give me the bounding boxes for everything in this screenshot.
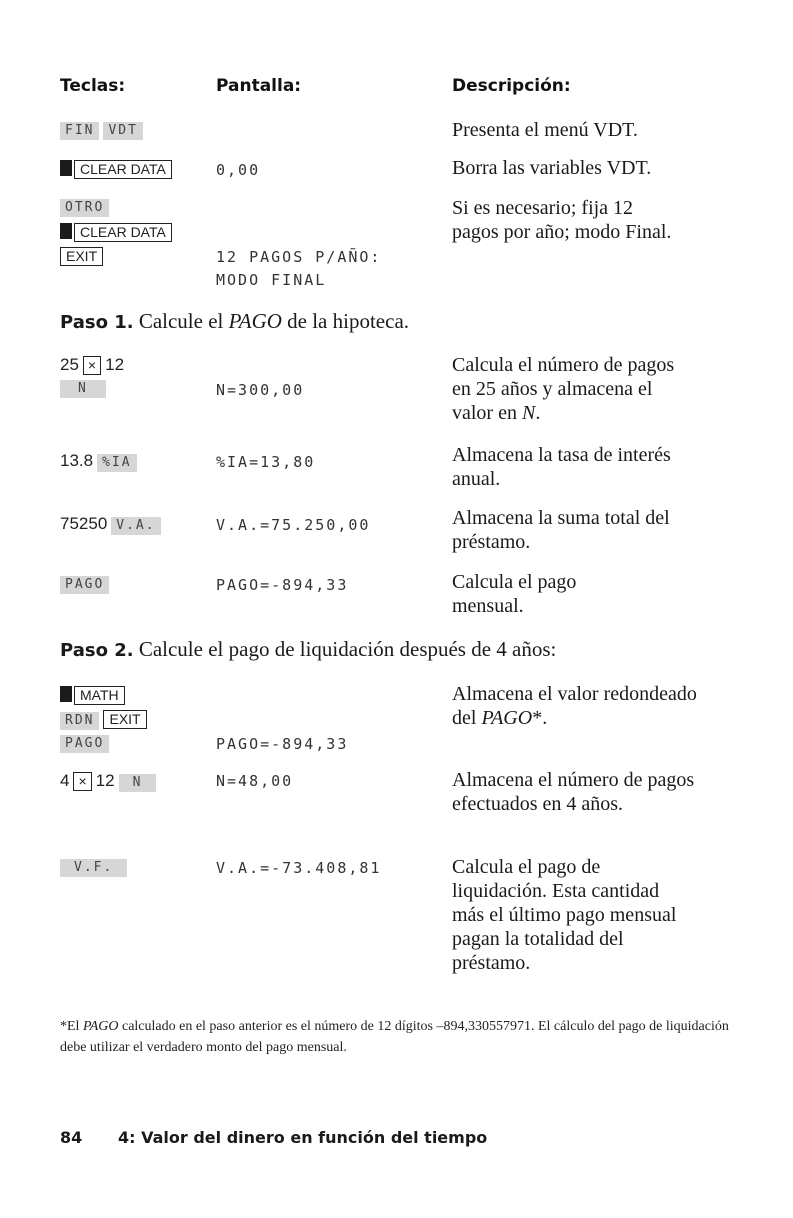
step1-text-after: de la hipoteca.: [287, 309, 410, 333]
step1-row1-lcd: N=300,00: [216, 381, 305, 399]
input-13-8: 13.8: [60, 451, 94, 470]
intro-row1-desc: Presenta el menú VDT.: [452, 119, 638, 141]
step2-row1-desc-text: Almacena el valor redondeado del: [452, 683, 697, 729]
step1-row1-desc-text: Calcula el número de pagos en 25 años y almacena el valor en: [452, 354, 675, 424]
step2-heading: [60, 637, 556, 662]
softkey-ia[interactable]: %IA: [97, 454, 136, 472]
multiply-key[interactable]: ×: [83, 356, 101, 375]
intro-row4-keys: [60, 223, 172, 242]
step1-italic: PAGO: [228, 309, 282, 333]
step1-row4-keys: [60, 575, 109, 594]
step1-heading: [60, 309, 409, 334]
step1-row4-desc: Calcula el pago mensual.: [452, 571, 577, 617]
header-description: Descripción:: [452, 76, 571, 96]
shift-key-icon: [60, 686, 72, 702]
shift-key-icon: [60, 160, 72, 176]
chapter-title: 4: Valor del dinero en función del tiempo: [118, 1128, 488, 1147]
intro-row3-keys: [60, 198, 109, 217]
multiply-key-2[interactable]: ×: [73, 772, 91, 791]
step1-row3-desc: Almacena la suma total del préstamo.: [452, 507, 670, 553]
step1-row4-lcd: PAGO=-894,33: [216, 576, 349, 594]
softkey-n[interactable]: N: [60, 380, 106, 398]
intro-row2-lcd: 0,00: [216, 161, 261, 179]
step2-row4-keys: [60, 771, 156, 792]
softkey-n-2[interactable]: N: [119, 774, 157, 792]
step1-row3-lcd: V.A.=75.250,00: [216, 516, 371, 534]
shift-key-icon: [60, 223, 72, 239]
softkey-pago[interactable]: PAGO: [60, 576, 109, 594]
intro-row5-lcd1: 12 PAGOS P/AÑO:: [216, 248, 382, 266]
intro-row2-desc: Borra las variables VDT.: [452, 157, 652, 179]
input-12: 12: [105, 355, 125, 374]
step2-row4-desc: Almacena el número de pagos efectuados en 4 años.: [452, 769, 695, 815]
step2-row1-desc-em: PAGO: [481, 707, 533, 729]
exit-key[interactable]: EXIT: [60, 247, 103, 266]
softkey-fin[interactable]: FIN: [60, 122, 99, 140]
step1-row3-keys: [60, 514, 161, 535]
footnote-em: PAGO: [82, 1019, 119, 1034]
softkey-vf[interactable]: V.F.: [60, 859, 127, 877]
footnote: [60, 1016, 740, 1058]
softkey-va[interactable]: V.A.: [111, 517, 160, 535]
softkey-rdn[interactable]: RDN: [60, 712, 99, 730]
step1-row1-softkey-wrap: [60, 379, 106, 398]
header-keys: Teclas:: [60, 76, 126, 96]
step2-row5-desc: Calcula el pago de liquidación. Esta cantidad más el último pago mensual pagan la totalidad del préstamo.: [452, 856, 677, 974]
softkey-otro[interactable]: OTRO: [60, 199, 109, 217]
intro-row2-keys: [60, 160, 172, 179]
math-key[interactable]: MATH: [74, 686, 125, 705]
intro-row1-keys: [60, 121, 143, 140]
step1-label: Paso 1.: [60, 312, 134, 333]
step2-label: Paso 2.: [60, 640, 134, 661]
softkey-vdt[interactable]: VDT: [103, 122, 142, 140]
step2-row3-keys: [60, 734, 109, 753]
step2-row3-lcd: PAGO=-894,33: [216, 735, 349, 753]
step2-row1-desc-tail: *.: [532, 707, 548, 729]
step1-row1-keys: [60, 355, 124, 375]
input-12-2: 12: [95, 771, 115, 790]
step2-row2-keys: [60, 710, 147, 730]
step2-row5-keys: [60, 858, 127, 877]
clear-data-key[interactable]: CLEAR DATA: [74, 160, 172, 179]
clear-data-key-2[interactable]: CLEAR DATA: [74, 223, 172, 242]
page-number: 84: [60, 1128, 83, 1147]
footnote-rest: calculado en el paso anterior es el número de 12 dígitos –894,330557971. El cálculo del pago de liquidación debe utilizar el verdadero monto del pago mensual.: [60, 1019, 729, 1055]
footnote-lead: *El: [60, 1019, 80, 1034]
input-25: 25: [60, 355, 79, 374]
step2-row1-desc: [452, 682, 712, 730]
intro-row5-lcd2: MODO FINAL: [216, 271, 327, 289]
step2-row5-lcd: V.A.=-73.408,81: [216, 859, 382, 877]
step1-row2-keys: [60, 451, 137, 472]
step2-row4-lcd: N=48,00: [216, 772, 294, 790]
step1-row1-desc-em: N: [521, 402, 536, 424]
step1-row1-desc: [452, 353, 697, 425]
softkey-pago-2[interactable]: PAGO: [60, 735, 109, 753]
intro-row5-keys: [60, 247, 103, 266]
step2-row1-keys: [60, 686, 125, 705]
step1-row2-desc: Almacena la tasa de interés anual.: [452, 444, 671, 490]
input-75250: 75250: [60, 514, 108, 533]
input-4: 4: [60, 771, 70, 790]
header-display: Pantalla:: [216, 76, 302, 96]
step2-text: Calcule el pago de liquidación después de 4 años:: [138, 637, 557, 661]
step1-text-before: Calcule el: [138, 309, 224, 333]
intro-row3-desc: Si es necesario; fija 12 pagos por año; modo Final.: [452, 197, 672, 243]
step1-row1-desc-tail: .: [535, 402, 541, 424]
step1-row2-lcd: %IA=13,80: [216, 453, 316, 471]
exit-key-2[interactable]: EXIT: [103, 710, 146, 729]
